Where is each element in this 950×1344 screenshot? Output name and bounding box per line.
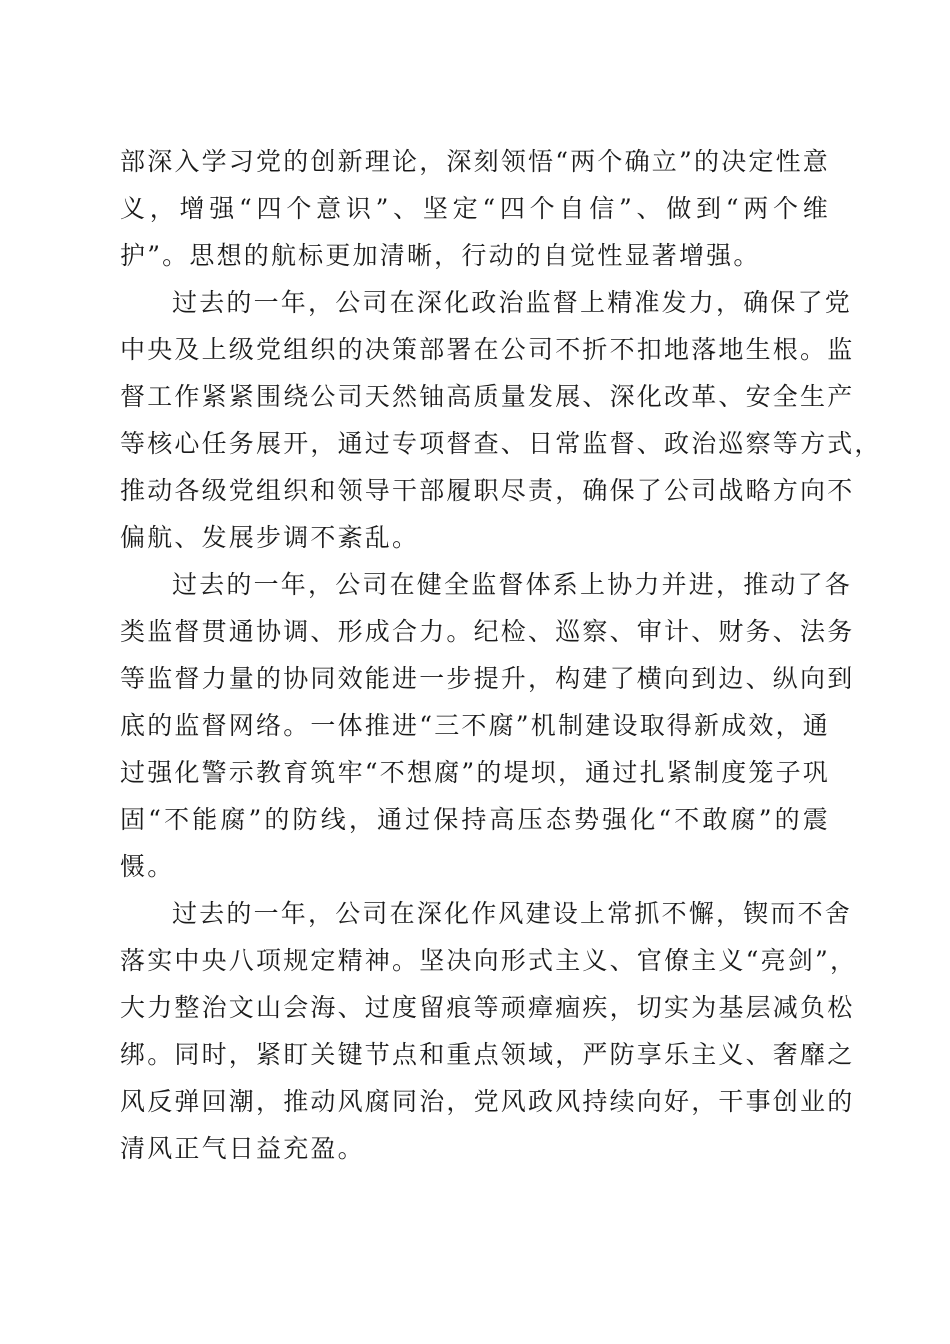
paragraph-line: 过去的一年，公司在深化作风建设上常抓不懈，锲而不舍 xyxy=(172,899,853,928)
paragraph-line: 慑。 xyxy=(120,852,175,881)
paragraph-line: 过去的一年，公司在健全监督体系上协力并进，推动了各 xyxy=(172,570,853,599)
paragraph-line: 清风正气日益充盈。 xyxy=(120,1134,365,1163)
paragraph-1 xyxy=(120,138,830,279)
paragraph-line: 大力整治文山会海、过度留痕等顽瘴痼疾，切实为基层减负松 xyxy=(120,993,855,1022)
document-body xyxy=(120,138,882,1172)
paragraph-line: 推动各级党组织和领导干部履职尽责，确保了公司战略方向不 xyxy=(120,476,855,505)
paragraph-line: 义，增强“四个意识”、坚定“四个自信”、做到“两个维 xyxy=(120,194,830,223)
paragraph-line: 落实中央八项规定精神。坚决向形式主义、官僚主义“亮剑”， xyxy=(120,946,858,975)
paragraph-line: 过强化警示教育筑牢“不想腐”的堤坝，通过扎紧制度笼子巩 xyxy=(120,758,830,787)
paragraph-line: 等核心任务展开，通过专项督查、日常监督、政治巡察等方式， xyxy=(120,429,882,458)
paragraph-line: 固“不能腐”的防线，通过保持高压态势强化“不敢腐”的震 xyxy=(120,805,830,834)
paragraph-line: 过去的一年，公司在深化政治监督上精准发力，确保了党 xyxy=(172,288,853,317)
paragraph-line: 绑。同时，紧盯关键节点和重点领域，严防享乐主义、奢靡之 xyxy=(120,1040,855,1069)
paragraph-2 xyxy=(120,279,882,561)
paragraph-line: 护”。思想的航标更加清晰，行动的自觉性显著增强。 xyxy=(120,241,761,270)
paragraph-line: 风反弹回潮，推动风腐同治，党风政风持续向好，干事创业的 xyxy=(120,1087,855,1116)
paragraph-line: 底的监督网络。一体推进“三不腐”机制建设取得新成效，通 xyxy=(120,711,830,740)
paragraph-3 xyxy=(120,561,855,890)
paragraph-line: 类监督贯通协调、形成合力。纪检、巡察、审计、财务、法务 xyxy=(120,617,855,646)
paragraph-line: 偏航、发展步调不紊乱。 xyxy=(120,523,420,552)
paragraph-line: 中央及上级党组织的决策部署在公司不折不扣地落地生根。监 xyxy=(120,335,855,364)
paragraph-line: 等监督力量的协同效能进一步提升，构建了横向到边、纵向到 xyxy=(120,664,855,693)
paragraph-line: 部深入学习党的创新理论，深刻领悟“两个确立”的决定性意 xyxy=(120,147,830,176)
paragraph-line: 督工作紧紧围绕公司天然铀高质量发展、深化改革、安全生产 xyxy=(120,382,855,411)
paragraph-4 xyxy=(120,890,858,1172)
